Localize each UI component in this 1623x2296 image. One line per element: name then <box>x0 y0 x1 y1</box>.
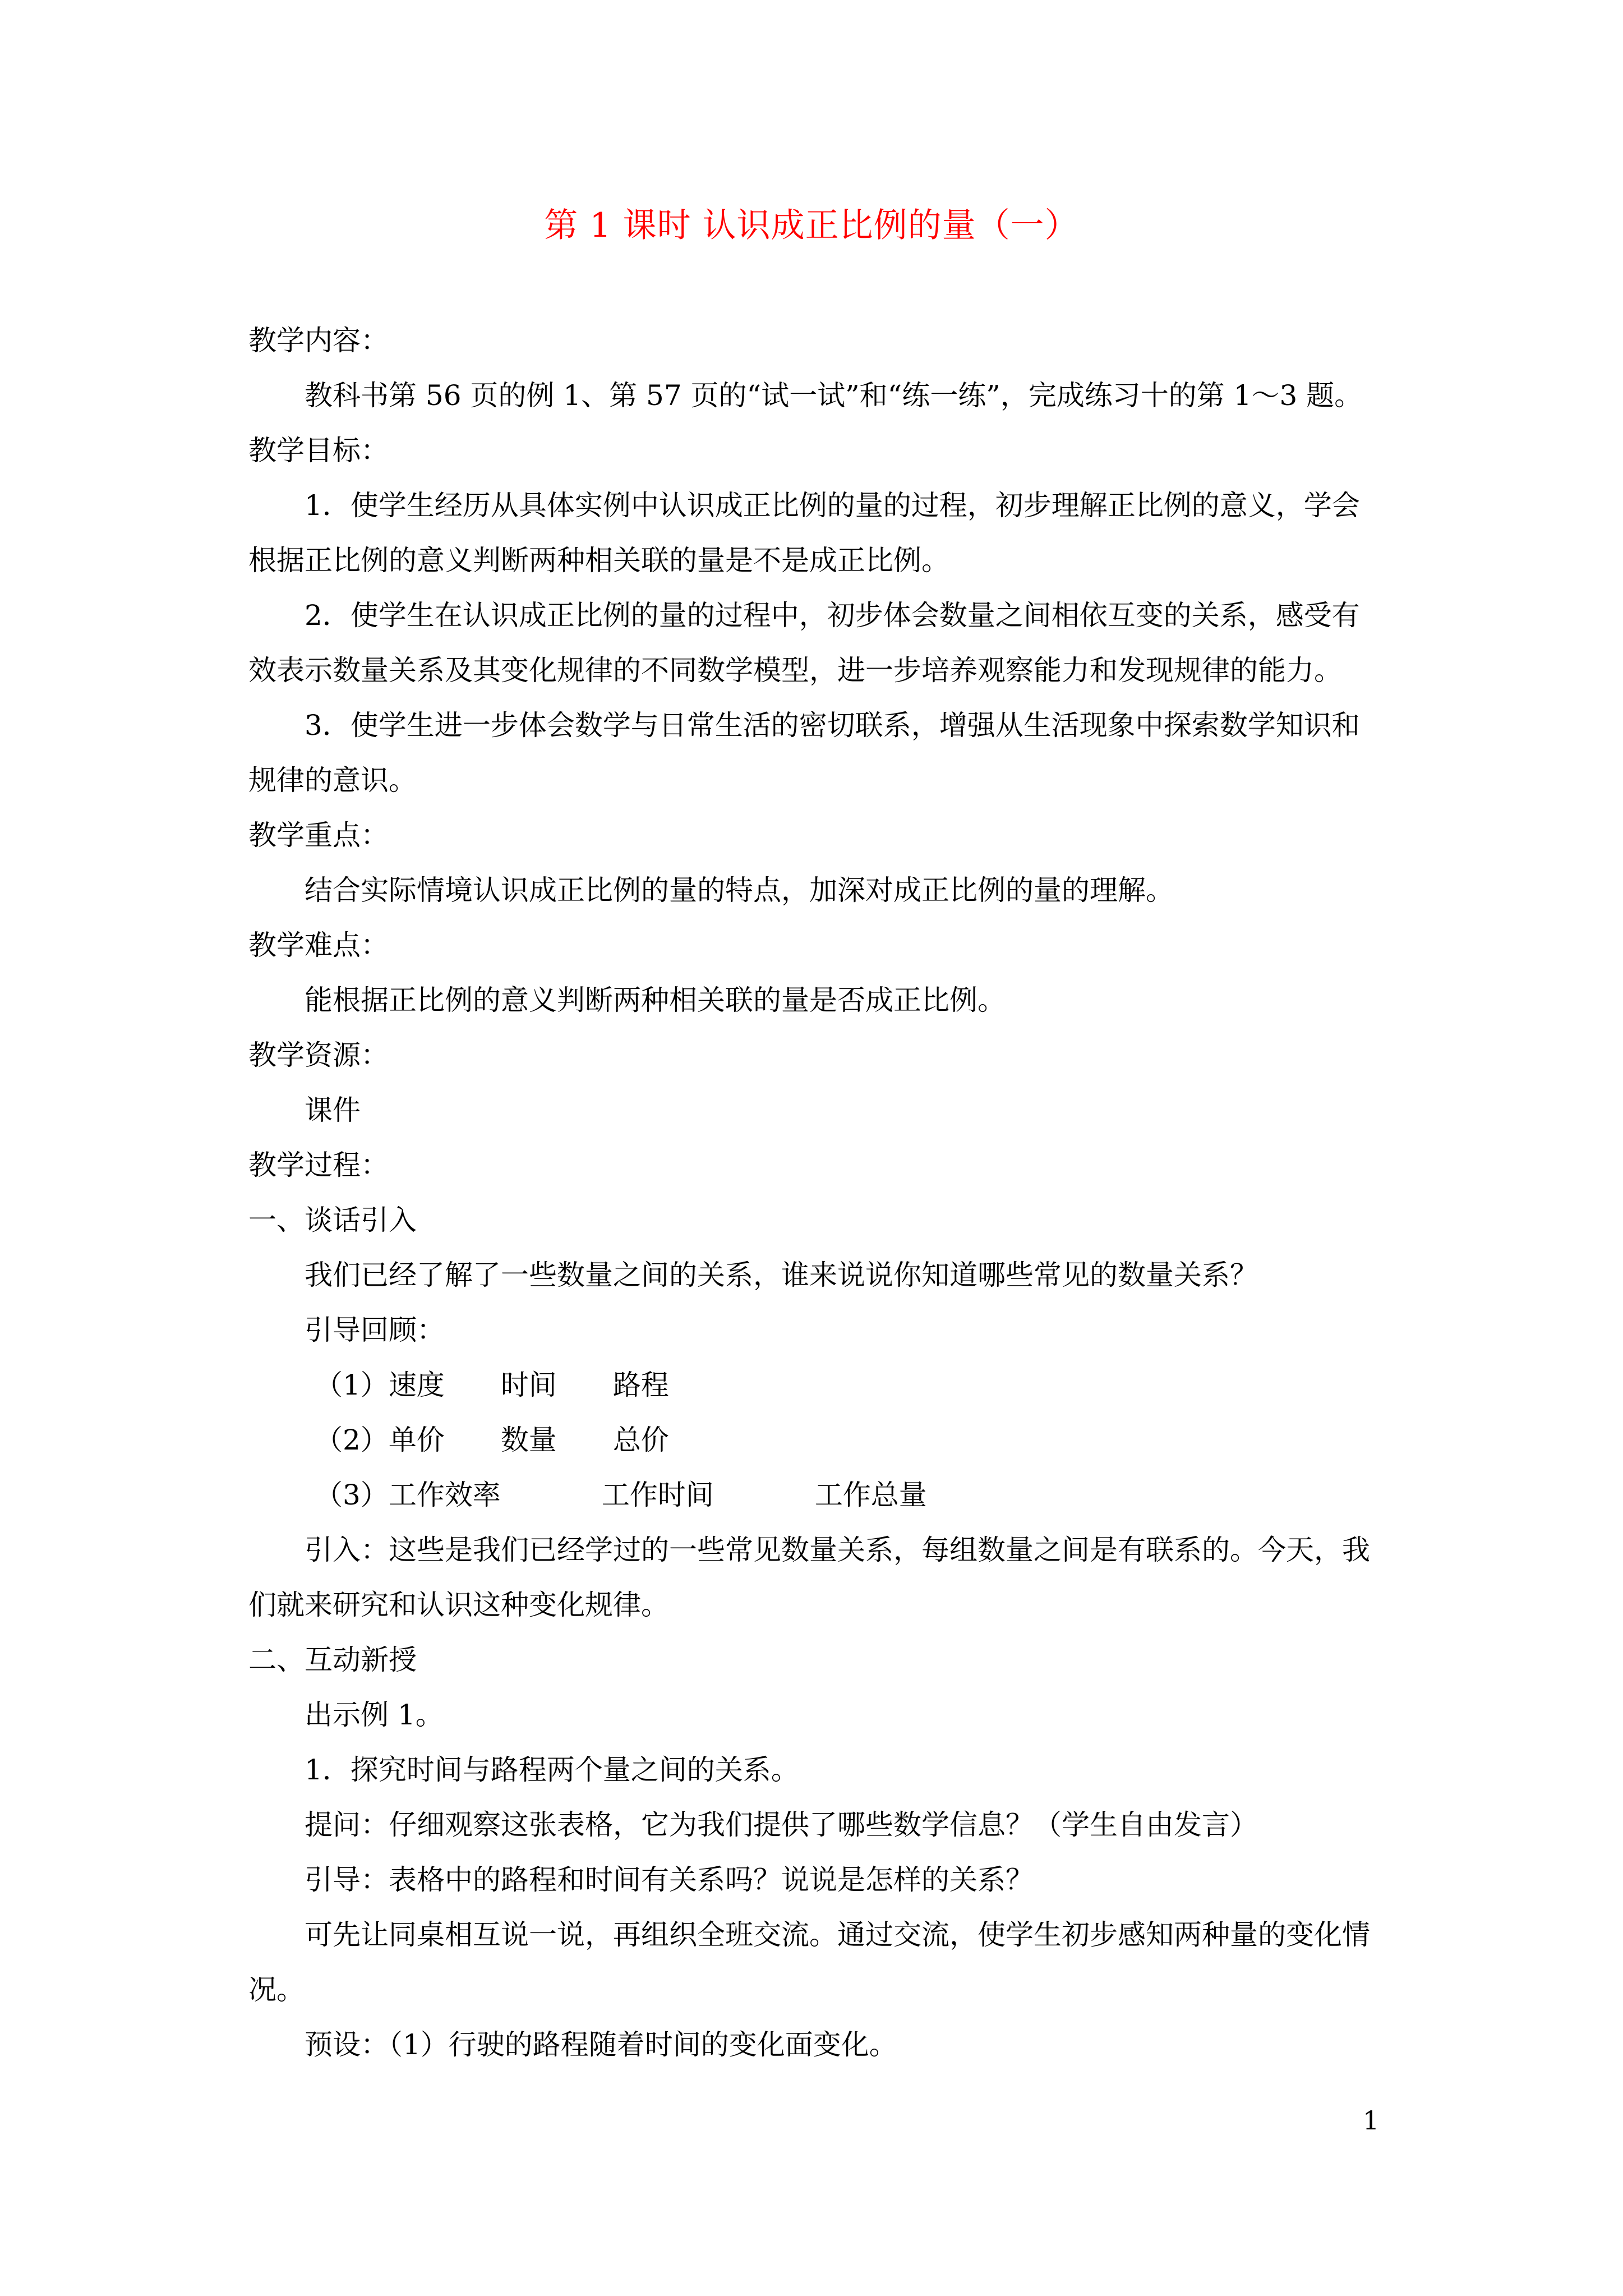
relation-1-a: 速度 <box>388 1369 445 1401</box>
relation-2-c: 总价 <box>612 1424 669 1456</box>
relation-1-b: 时间 <box>500 1369 557 1401</box>
ask-question: 提问：仔细观察这张表格，它为我们提供了哪些数学信息？（学生自由发言） <box>305 1809 1258 1841</box>
content-label: 教学内容： <box>248 324 389 357</box>
relation-1 <box>315 1363 669 1407</box>
discuss-line-2: 况。 <box>248 1973 305 2006</box>
goals-label: 教学目标： <box>248 434 389 467</box>
relation-2-b: 数量 <box>500 1424 557 1456</box>
relation-3-b: 工作时间 <box>601 1479 714 1511</box>
relation-3 <box>315 1473 927 1517</box>
section-2-heading: 二、互动新授 <box>248 1644 417 1676</box>
document-title: 第 1 课时 认识成正比例的量（一） <box>544 206 1079 245</box>
intro-line-1: 引入：这些是我们已经学过的一些常见数量关系，每组数量之间是有联系的。今天，我 <box>305 1534 1370 1566</box>
goal-1-line-2: 根据正比例的意义判断两种相关联的量是不是成正比例。 <box>248 544 949 577</box>
resources-label: 教学资源： <box>248 1039 389 1071</box>
relation-3-a: 工作效率 <box>388 1479 501 1511</box>
relation-1-c: 路程 <box>612 1369 669 1401</box>
difficulty-text: 能根据正比例的意义判断两种相关联的量是否成正比例。 <box>305 984 1006 1016</box>
key-text: 结合实际情境认识成正比例的量的特点，加深对成正比例的量的理解。 <box>305 874 1174 907</box>
relation-3-c: 工作总量 <box>814 1479 927 1511</box>
process-label: 教学过程： <box>248 1149 389 1181</box>
review-label: 引导回顾： <box>305 1314 445 1346</box>
relation-3-number: （3） <box>315 1479 389 1511</box>
preset-text: 预设：（1）行驶的路程随着时间的变化面变化。 <box>305 2028 897 2061</box>
relation-2-a: 单价 <box>388 1424 445 1456</box>
resources-text: 课件 <box>305 1094 361 1126</box>
goal-2-line-2: 效表示数量关系及其变化规律的不同数学模型，进一步培养观察能力和发现规律的能力。 <box>248 654 1342 687</box>
intro-line-2: 们就来研究和认识这种变化规律。 <box>248 1589 669 1621</box>
key-label: 教学重点： <box>248 819 389 852</box>
relation-2-number: （2） <box>315 1424 389 1456</box>
content-text: 教科书第 56 页的例 1、第 57 页的“试一试”和“练一练”，完成练习十的第 1～3 题。 <box>305 379 1363 412</box>
intro-question: 我们已经了解了一些数量之间的关系，谁来说说你知道哪些常见的数量关系？ <box>305 1259 1258 1291</box>
goal-3-line-2: 规律的意识。 <box>248 764 417 797</box>
relation-2 <box>315 1418 669 1462</box>
relation-1-number: （1） <box>315 1369 389 1401</box>
show-example: 出示例 1。 <box>305 1699 444 1731</box>
step-1: 1．探究时间与路程两个量之间的关系。 <box>305 1754 799 1786</box>
goal-2-line-1: 2．使学生在认识成正比例的量的过程中，初步体会数量之间相依互变的关系，感受有 <box>305 599 1360 632</box>
discuss-line-1: 可先让同桌相互说一说，再组织全班交流。通过交流，使学生初步感知两种量的变化情 <box>305 1918 1370 1951</box>
page-number: 1 <box>1363 2105 1380 2136</box>
difficulty-label: 教学难点： <box>248 929 389 961</box>
section-1-heading: 一、谈话引入 <box>248 1204 417 1236</box>
goal-3-line-1: 3．使学生进一步体会数学与日常生活的密切联系，增强从生活现象中探索数学知识和 <box>305 709 1360 742</box>
guide-question: 引导：表格中的路程和时间有关系吗？说说是怎样的关系？ <box>305 1864 1034 1896</box>
goal-1-line-1: 1．使学生经历从具体实例中认识成正比例的量的过程，初步理解正比例的意义，学会 <box>305 489 1360 522</box>
